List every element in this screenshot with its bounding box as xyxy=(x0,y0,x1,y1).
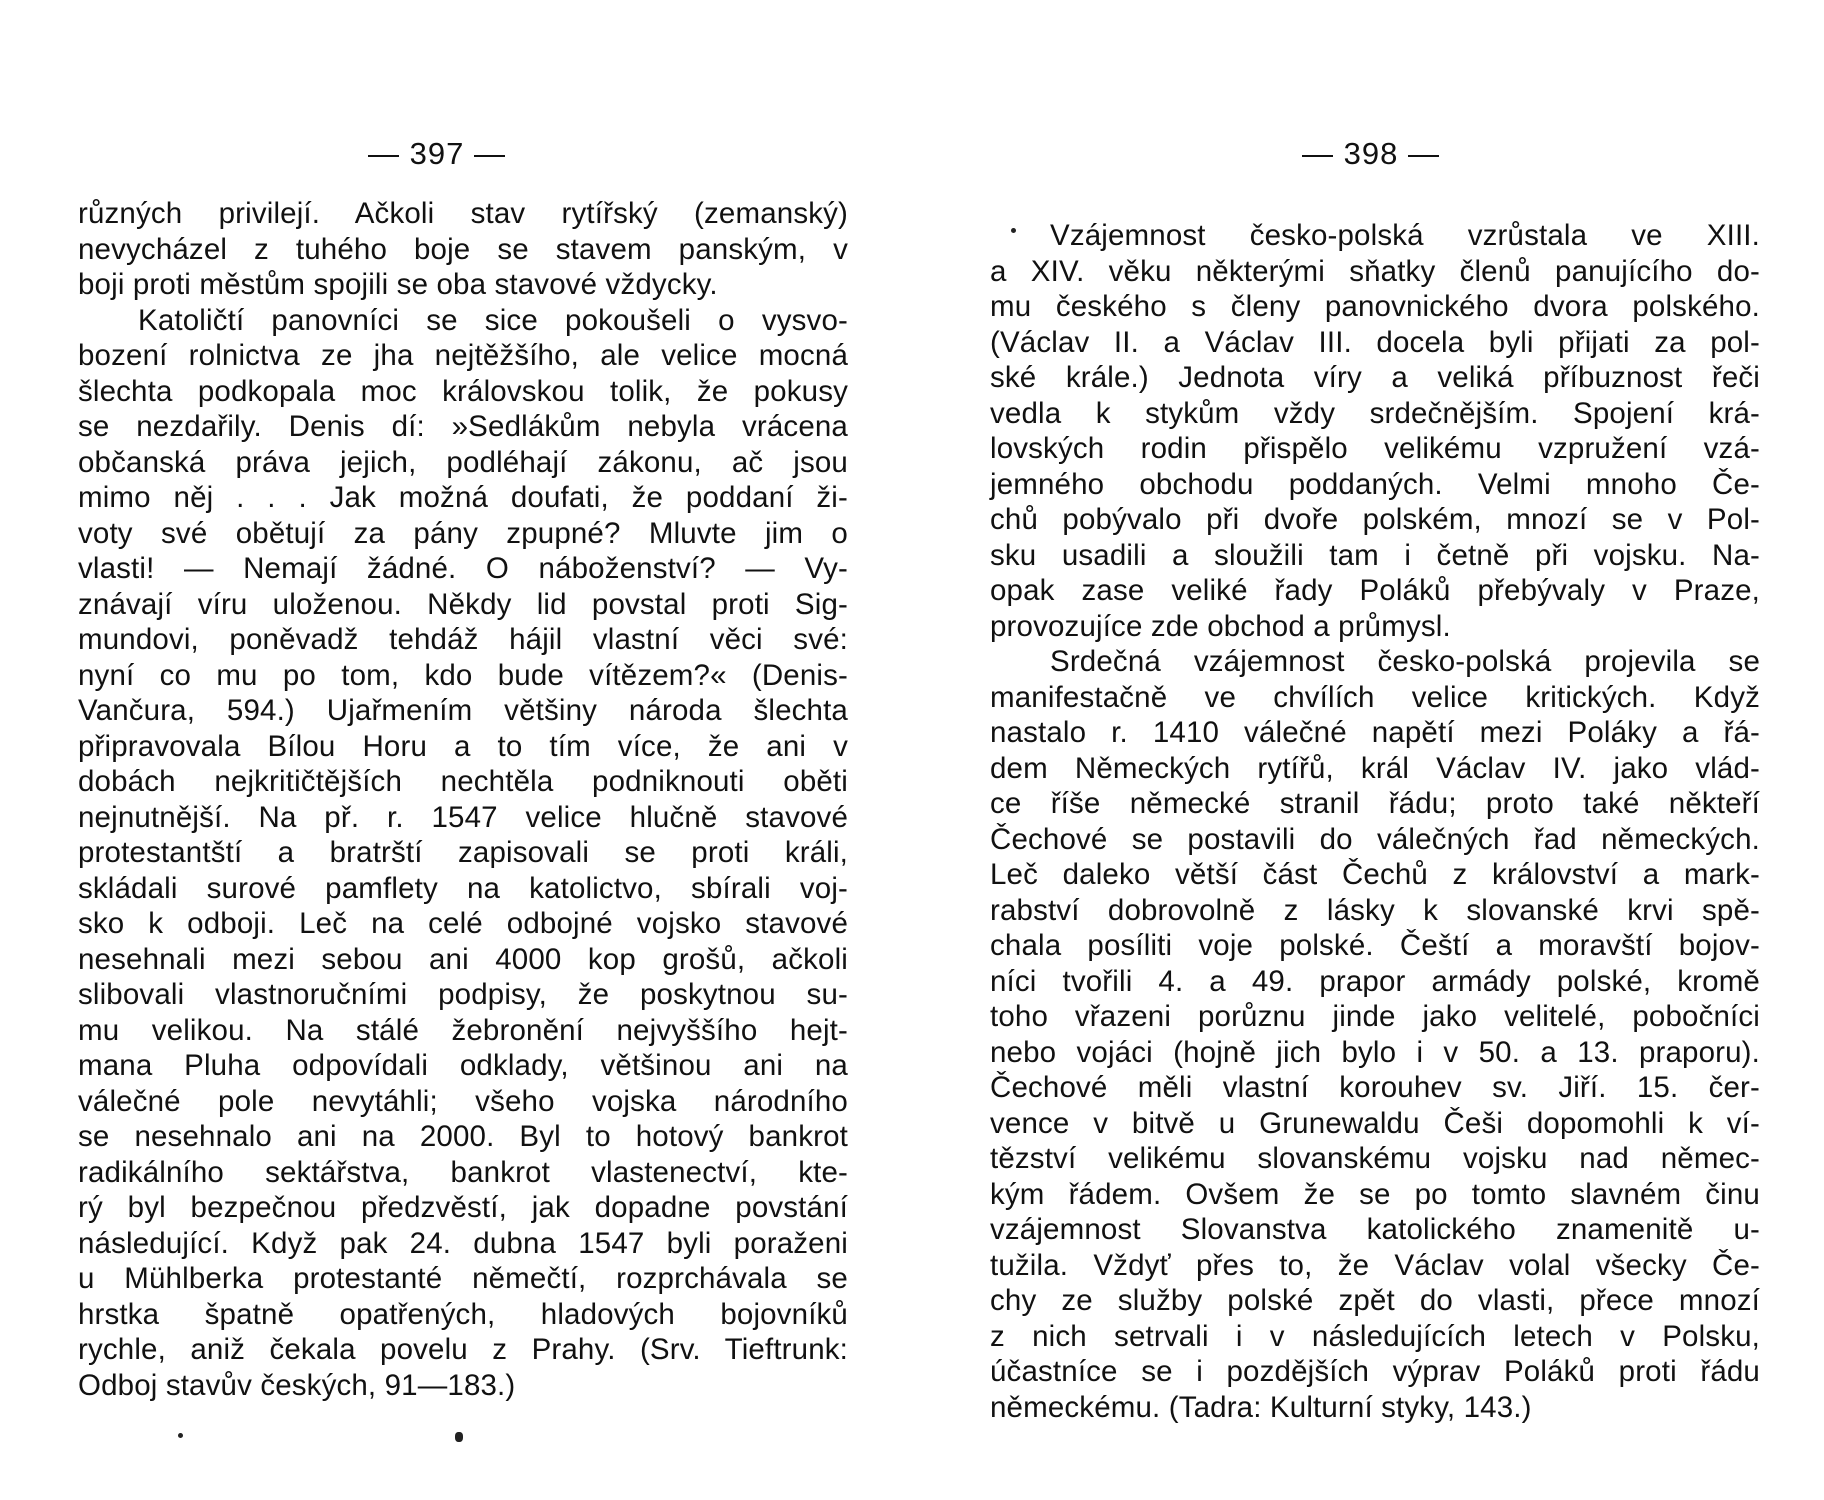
text-line: se nesehnalo ani na 2000. Byl to hotový bankrot xyxy=(78,1120,848,1153)
page-number-right: — 398 — xyxy=(1302,136,1440,171)
text-line: ské krále.) Jednota víry a veliká příbuznost řeči xyxy=(990,361,1760,394)
right-page xyxy=(990,0,1760,1500)
text-line: znávají víru uloženou. Někdy lid povstal proti Sig- xyxy=(78,587,848,621)
text-line: účastníce se i pozdějších výprav Poláků proti řádu xyxy=(990,1355,1760,1388)
text-line: rabství dobrovolně z lásky k slovanské krvi spě- xyxy=(990,893,1760,927)
page-number-left: — 397 — xyxy=(368,136,506,171)
print-speck xyxy=(178,1433,183,1438)
text-line: válečné pole nevytáhli; všeho vojska národního xyxy=(78,1084,848,1118)
text-line: mu velikou. Na stálé žebronění nejvyššího hejt- xyxy=(78,1013,848,1047)
text-line: hrstka špatně opatřených, hladových bojovníků xyxy=(78,1297,848,1331)
text-line: toho vřazeni porůznu jinde jako velitelé, pobočníci xyxy=(990,1000,1760,1033)
text-line: jemného obchodu poddaných. Velmi mnoho Če- xyxy=(990,467,1760,501)
text-line: protestantští a bratrští zapisovali se proti králi, xyxy=(78,836,848,869)
text-line: vedla k stykům vždy srdečnějším. Spojení krá- xyxy=(990,396,1760,430)
text-line: mana Pluha odpovídali odklady, většinou ani na xyxy=(78,1049,848,1082)
text-line: ce říše německé stranil řádu; proto také někteří xyxy=(990,787,1760,820)
text-line: chala posíliti voje polské. Čeští a moravští bojov- xyxy=(990,929,1760,962)
text-line: boji proti městům spojili se oba stavové vždycky. xyxy=(78,268,718,301)
text-line: nebo vojáci (hojně jich bylo i v 50. a 13. praporu). xyxy=(990,1035,1760,1069)
text-line: Vančura, 594.) Ujařmením většiny národa šlechta xyxy=(78,694,848,727)
text-line: vence v bitvě u Grunewaldu Češi dopomohli k ví- xyxy=(990,1106,1760,1140)
text-line: provozujíce zde obchod a průmysl. xyxy=(990,609,1451,643)
print-speck xyxy=(1011,228,1016,233)
text-line: chy ze služby polské zpět do vlasti, přece mnozí xyxy=(990,1284,1760,1317)
text-line: z nich setrvali i v následujících letech v Polsku, xyxy=(990,1319,1760,1353)
left-page xyxy=(78,0,848,1500)
text-line: Srdečná vzájemnost česko-polská projevila se xyxy=(1050,645,1760,678)
text-line: nejnutnější. Na př. r. 1547 velice hlučně stavové xyxy=(78,800,848,834)
text-line: slibovali vlastnoručními podpisy, že poskytnou su- xyxy=(78,978,848,1011)
text-line: níci tvořili 4. a 49. prapor armády polské, kromě xyxy=(990,964,1760,998)
text-line: skládali surové pamflety na katolictvo, sbírali voj- xyxy=(78,871,848,905)
text-line: sko k odboji. Leč na celé odbojné vojsko stavové xyxy=(78,907,848,940)
right-page-text xyxy=(990,218,1760,1425)
text-line: se nezdařily. Denis dí: »Sedlákům nebyla vrácena xyxy=(78,410,848,443)
text-line: nyní co mu po tom, kdo bude vítězem?« (Denis- xyxy=(78,658,848,692)
text-line: mimo něj . . . Jak možná doufati, že poddaní ži- xyxy=(78,481,848,514)
text-line: vzájemnost Slovanstva katolického znamenitě u- xyxy=(990,1213,1760,1246)
text-line: tězství velikému slovanskému vojsku nad němec- xyxy=(990,1142,1760,1175)
text-line: Čechové se postavili do válečných řad německých. xyxy=(990,822,1760,856)
text-line: sku usadili a sloužili tam i četně při vojsku. Na- xyxy=(990,538,1760,572)
text-line: různých privilejí. Ačkoli stav rytířský (zemanský) xyxy=(78,197,848,230)
text-line: nastalo r. 1410 válečné napětí mezi Poláky a řá- xyxy=(990,716,1760,749)
text-line: dobách nejkritičtějších nechtěla podniknouti oběti xyxy=(78,765,848,798)
text-line: nevycházel z tuhého boje se stavem panským, v xyxy=(78,232,848,266)
text-line: bození rolnictva ze jha nejtěžšího, ale velice mocná xyxy=(78,339,848,372)
text-line: rychle, aniž čekala povelu z Prahy. (Srv. Tieftrunk: xyxy=(78,1333,848,1366)
text-line: (Václav II. a Václav III. docela byli přijati za pol- xyxy=(990,325,1760,359)
text-line: Leč daleko větší část Čechů z království a mark- xyxy=(990,858,1760,891)
text-line: kým řádem. Ovšem že se po tomto slavném činu xyxy=(990,1177,1760,1211)
text-line: mu českého s členy panovnického dvora polského. xyxy=(990,290,1760,323)
text-line: Odboj stavův českých, 91—183.) xyxy=(78,1368,516,1402)
text-line: a XIV. věku některými sňatky členů panujícího do- xyxy=(990,254,1760,288)
text-line: tužila. Vždyť přes to, že Václav volal všecky Če- xyxy=(990,1248,1760,1282)
text-line: chů pobývalo při dvoře polském, mnozí se v Pol- xyxy=(990,503,1760,536)
text-line: mundovi, poněvadž tehdáž hájil vlastní věci své: xyxy=(78,623,848,656)
text-line: u Mühlberka protestanté němečtí, rozprchávala se xyxy=(78,1262,848,1295)
text-line: radikálního sektářstva, bankrot vlastenectví, kte- xyxy=(78,1155,848,1189)
text-line: dem Německých rytířů, král Václav IV. jako vlád- xyxy=(990,751,1760,785)
print-speck xyxy=(455,1432,463,1442)
text-line: občanská práva jejich, podléhají zákonu, ač jsou xyxy=(78,445,848,479)
text-line: rý byl bezpečnou předzvěstí, jak dopadne povstání xyxy=(78,1191,848,1224)
text-line: následující. Když pak 24. dubna 1547 byli poraženi xyxy=(78,1226,848,1260)
text-line: nesehnali mezi sebou ani 4000 kop grošů, ačkoli xyxy=(78,942,848,976)
text-line: lovských rodin přispělo velikému vzpružení vzá- xyxy=(990,432,1760,465)
text-line: Katoličtí panovníci se sice pokoušeli o vysvo- xyxy=(138,303,848,337)
text-line: šlechta podkopala moc královskou tolik, že pokusy xyxy=(78,374,848,408)
text-line: Čechové měli vlastní korouhev sv. Jiří. 15. čer- xyxy=(990,1071,1760,1104)
text-line: Vzájemnost česko-polská vzrůstala ve XIII. xyxy=(1050,219,1760,252)
text-line: vlasti! — Nemají žádné. O náboženství? — Vy- xyxy=(78,552,848,585)
text-line: opak zase veliké řady Poláků přebývaly v Praze, xyxy=(990,574,1760,607)
text-line: manifestačně ve chvílích velice kritických. Když xyxy=(990,680,1760,714)
text-line: připravovala Bílou Horu a to tím více, že ani v xyxy=(78,729,848,763)
text-line: německému. (Tadra: Kulturní styky, 143.) xyxy=(990,1390,1532,1424)
left-page-text xyxy=(78,196,848,1403)
text-line: voty své obětují za pány zpupné? Mluvte jim o xyxy=(78,516,848,550)
